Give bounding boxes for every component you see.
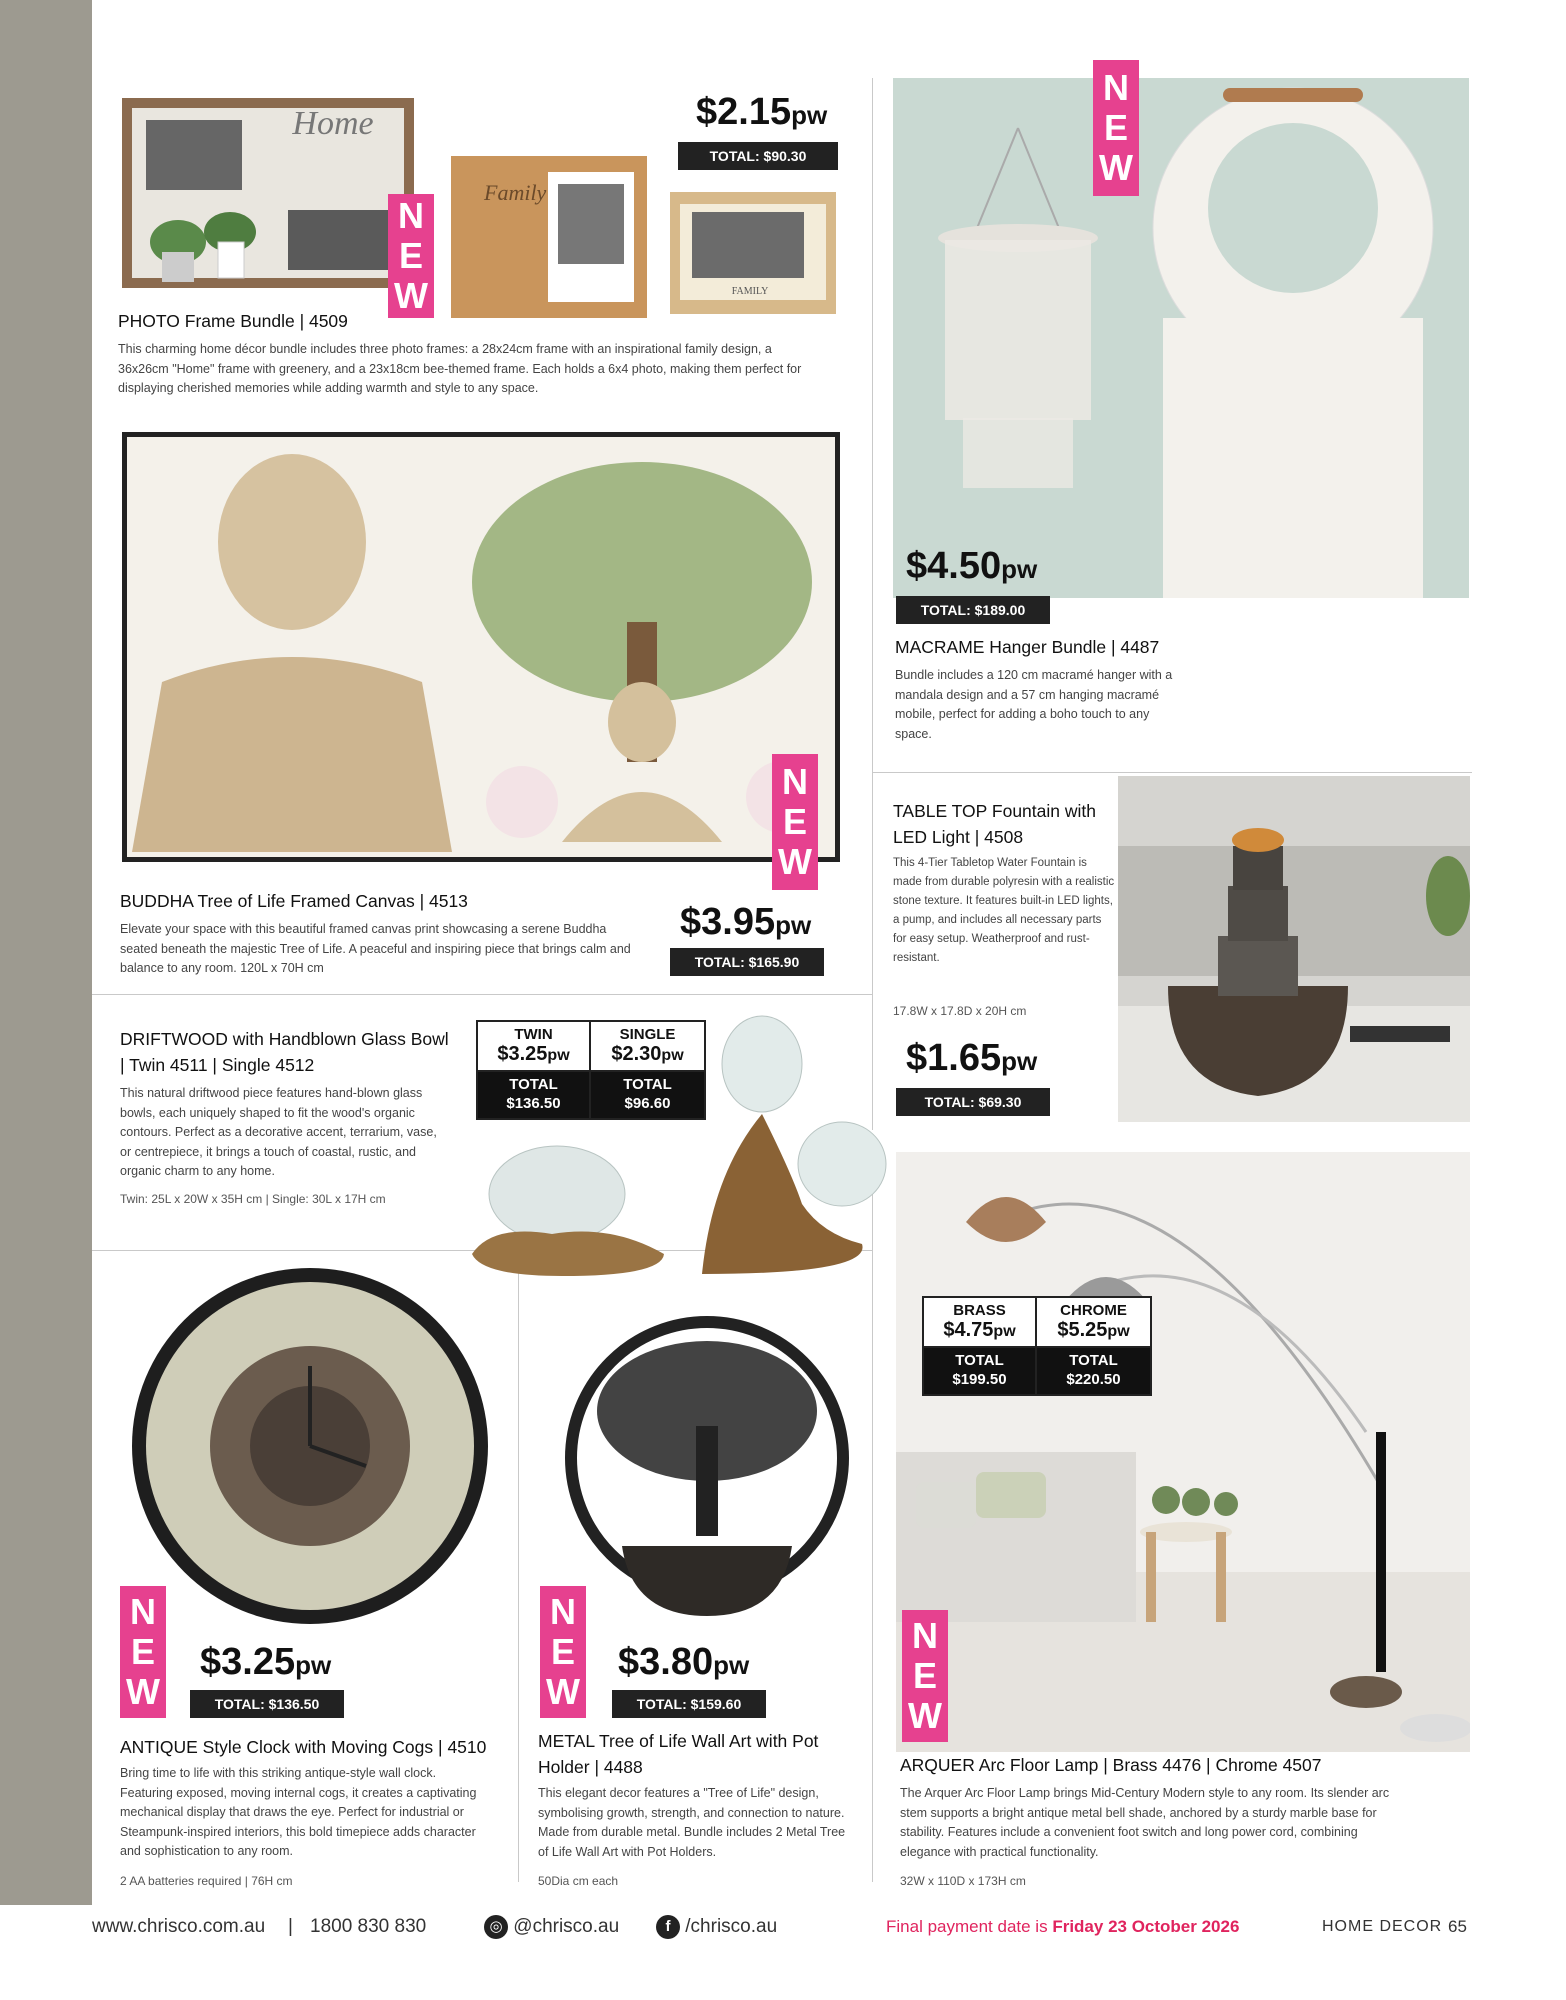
new-badge: N E W (540, 1586, 586, 1718)
option-price: $4.75pw (924, 1319, 1037, 1348)
product-title-metal-tree: METAL Tree of Life Wall Art with Pot Holder | 4488 (538, 1731, 819, 1777)
product-title-buddha: BUDDHA Tree of Life Framed Canvas | 4513 (120, 891, 468, 911)
divider (92, 994, 872, 995)
option-label: SINGLE (619, 1026, 676, 1043)
frame-family-text: Family (484, 180, 547, 205)
price-metal-tree: $3.80pw (618, 1641, 750, 1683)
price-clock: $3.25pw (200, 1641, 332, 1683)
option-price: $5.25pw (1037, 1319, 1150, 1348)
metal-tree-image (562, 1316, 852, 1626)
driftwood-image (462, 1004, 892, 1284)
macrame-image (893, 78, 1469, 598)
option-label: TWIN (478, 1022, 591, 1043)
product-title-lamp: ARQUER Arc Floor Lamp | Brass 4476 | Chrome 4507 (900, 1755, 1322, 1775)
total-fountain: TOTAL: $69.30 (896, 1088, 1050, 1116)
product-title-photo-frame: PHOTO Frame Bundle | 4509 (118, 311, 348, 331)
product-desc-lamp: The Arquer Arc Floor Lamp brings Mid-Century Modern style to any room. Its slender arc stem supports a bright antique metal bell shade, anchored by a sturdy marble base for stability. Features include a convenient foot switch and long power cord, combining elegance with practical functionality. (900, 1786, 1390, 1859)
product-dim-lamp: 32W x 110D x 173H cm (900, 1874, 1026, 1888)
fountain-image (1118, 776, 1470, 1122)
product-desc-metal-tree: This elegant decor features a "Tree of Life" design, symbolising growth, strength, and connection to nature. Made from durable metal. Bundle includes 2 Metal Tree of Life Wall Art with Pot Holders. (538, 1786, 846, 1859)
option-total: TOTAL $136.50 (478, 1072, 591, 1118)
footer-section: HOME DECOR (1322, 1918, 1443, 1935)
price-buddha: $3.95pw (680, 901, 812, 943)
total-photo-frame: TOTAL: $90.30 (678, 142, 838, 170)
option-label: BRASS (924, 1298, 1037, 1319)
product-desc-macrame: Bundle includes a 120 cm macramé hanger with a mandala design and a 57 cm hanging macramé mobile, perfect for adding a boho touch to any space. (895, 668, 1173, 741)
footer-separator: | (288, 1916, 293, 1937)
product-desc-buddha: Elevate your space with this beautiful framed canvas print showcasing a serene Buddha seated beneath the majestic Tree of Life. A peaceful and inspiring piece that brings calm and balance to any room. 120L x 70H cm (120, 922, 631, 975)
price-fountain: $1.65pw (906, 1037, 1038, 1079)
lamp-image (896, 1152, 1470, 1752)
footer-phone[interactable]: 1800 830 830 (310, 1916, 427, 1937)
footer-page-number: 65 (1448, 1917, 1467, 1936)
frame-home-text: Home (292, 105, 374, 142)
instagram-icon: ◎ (484, 1915, 508, 1939)
product-dim-driftwood: Twin: 25L x 20W x 35H cm | Single: 30L x 17H cm (120, 1192, 386, 1206)
option-price: $3.25pw (478, 1043, 591, 1072)
product-title-driftwood: DRIFTWOOD with Handblown Glass Bowl | Twin 4511 | Single 4512 (120, 1029, 449, 1075)
product-desc-photo-frame: This charming home décor bundle includes three photo frames: a 28x24cm frame with an inspirational family design, a 36x26cm "Home" frame with greenery, and a 23x18cm bee-themed frame. Each holds a 6x4 photo, making them perfect for displaying cherished memories while adding warmth and style to any space. (118, 342, 802, 395)
divider (872, 78, 873, 1130)
product-desc-driftwood: This natural driftwood piece features hand-blown glass bowls, each uniquely shaped to fit the wood's organic contours. Perfect as a decorative accent, terrarium, vase, or centrepiece, it brings a touch of coastal, rustic, and organic charm to any home. (120, 1086, 437, 1178)
option-total: TOTAL $220.50 (1037, 1348, 1150, 1394)
product-desc-fountain: This 4-Tier Tabletop Water Fountain is made from durable polyresin with a realistic stone texture. It features built-in LED lights, a pump, and includes all necessary parts for easy setup. Weatherproof and rust-resistant. (893, 857, 1115, 964)
divider (518, 1260, 519, 1882)
buddha-canvas-image (122, 432, 840, 862)
option-label: CHROME (1060, 1302, 1127, 1319)
footer-instagram[interactable]: ◎ @chrisco.au (484, 1912, 619, 1942)
total-macrame: TOTAL: $189.00 (896, 596, 1050, 624)
new-badge: N E W (772, 754, 818, 890)
option-total: TOTAL $96.60 (591, 1072, 704, 1118)
new-badge: N E W (388, 194, 434, 318)
new-badge: N E W (902, 1610, 948, 1742)
clock-image (116, 1266, 506, 1626)
price-photo-frame: $2.15pw (696, 91, 828, 133)
product-title-clock: ANTIQUE Style Clock with Moving Cogs | 4510 (120, 1737, 487, 1757)
price-macrame: $4.50pw (906, 545, 1038, 587)
product-dim-fountain: 17.8W x 17.8D x 20H cm (893, 1004, 1027, 1018)
facebook-icon: f (656, 1915, 680, 1939)
total-metal-tree: TOTAL: $159.60 (612, 1690, 766, 1718)
total-buddha: TOTAL: $165.90 (670, 948, 824, 976)
option-total: TOTAL $199.50 (924, 1348, 1037, 1394)
divider (872, 772, 1472, 773)
footer-payment: Final payment date is Friday 23 October 2026 (886, 1917, 1240, 1936)
footer (92, 1912, 1492, 1942)
lamp-price-table (922, 1296, 1152, 1396)
sidebar-band (0, 0, 92, 1905)
option-price: $2.30pw (591, 1043, 704, 1072)
new-badge: N E W (120, 1586, 166, 1718)
product-dim-clock: 2 AA batteries required | 76H cm (120, 1874, 293, 1888)
product-dim-metal-tree: 50Dia cm each (538, 1874, 619, 1888)
product-desc-clock: Bring time to life with this striking antique-style wall clock. Featuring exposed, moving internal cogs, it creates a captivating mechanical display that draws the eye. Perfect for industrial or Steampunk-inspired interiors, this bold timepiece adds character and sophistication to any room. (120, 1766, 477, 1858)
new-badge: N E W (1093, 60, 1139, 196)
footer-website[interactable]: www.chrisco.com.au (92, 1916, 266, 1937)
frame-family-small-text: FAMILY (731, 286, 769, 297)
total-clock: TOTAL: $136.50 (190, 1690, 344, 1718)
footer-facebook[interactable]: f /chrisco.au (656, 1912, 777, 1942)
product-title-macrame: MACRAME Hanger Bundle | 4487 (895, 637, 1160, 657)
product-title-fountain: TABLE TOP Fountain with LED Light | 4508 (893, 801, 1096, 847)
